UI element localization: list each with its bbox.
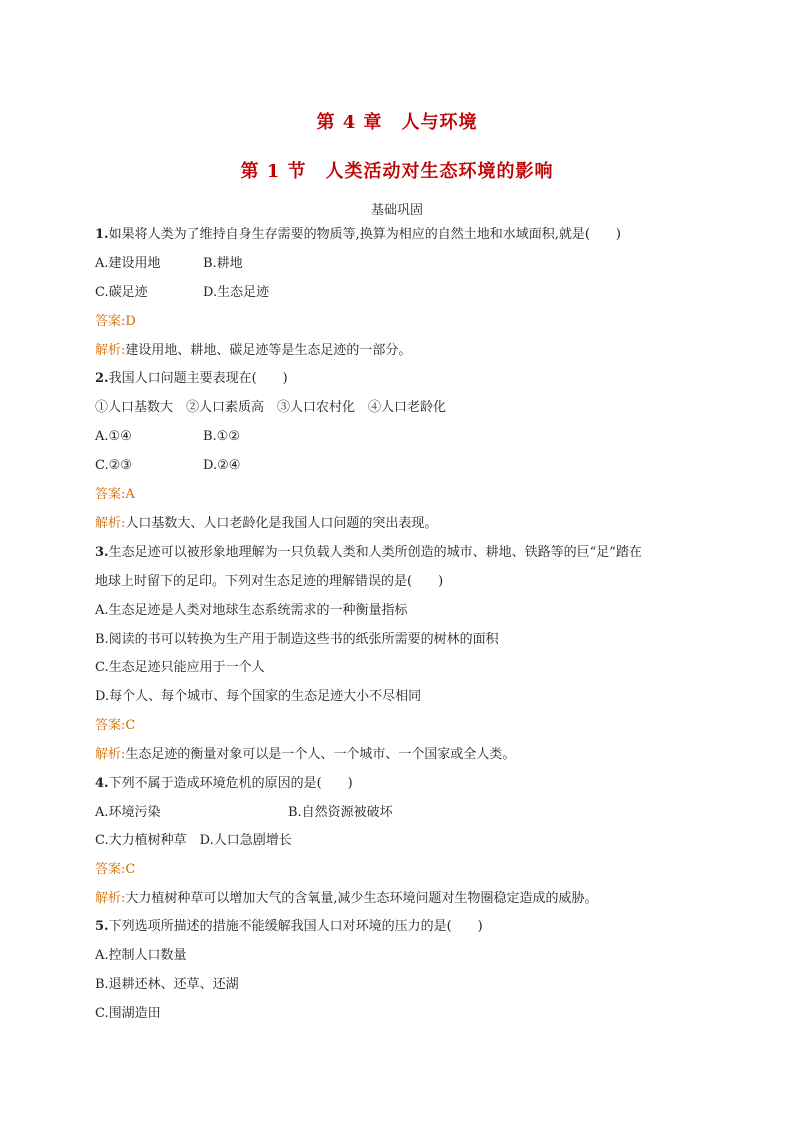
q4-options-cd: C.大力植树种草 D.人口急剧增长 [95, 833, 292, 848]
q1-option-d: D.生态足迹 [203, 285, 270, 300]
q4-answer [95, 861, 135, 879]
answer-label: 答案: [95, 718, 126, 733]
answer-label: 答案: [95, 487, 126, 502]
answer-label: 答案: [95, 314, 126, 329]
q4-explanation [95, 890, 598, 908]
q4-option-b: B.自然资源被破坏 [288, 805, 393, 820]
q3-answer [95, 717, 135, 735]
q1-option-a: A.建设用地 [95, 256, 161, 271]
explanation-label: 解析: [95, 516, 126, 531]
q1-stem [95, 226, 621, 244]
q4-number: 4. [95, 776, 109, 791]
q1-options-ab [95, 255, 243, 273]
explanation-label: 解析: [95, 891, 126, 906]
q2-number: 2. [95, 371, 109, 386]
q3-stem-line1 [95, 544, 642, 562]
q2-answer-value: A [125, 487, 135, 502]
q3-explanation-text: 生态足迹的衡量对象可以是一个人、一个城市、一个国家或全人类。 [125, 747, 516, 762]
q2-option-c: C.②③ [95, 458, 132, 473]
q1-option-c: C.碳足迹 [95, 285, 148, 300]
q2-options-ab [95, 428, 240, 446]
q3-number: 3. [95, 545, 109, 560]
q5-option-c: C.围湖造田 [95, 1006, 161, 1021]
q4-answer-value: C [125, 862, 136, 877]
q4-option-a: A.环境污染 [95, 805, 161, 820]
answer-label: 答案: [95, 862, 126, 877]
q3-answer-value: C [125, 718, 136, 733]
q2-answer [95, 486, 135, 504]
q1-number: 1. [95, 227, 109, 242]
q3-stem-line2: 地球上时留下的足印。下列对生态足迹的理解错误的是( ) [95, 574, 444, 589]
q1-explanation-text: 建设用地、耕地、碳足迹等是生态足迹的一部分。 [125, 343, 412, 358]
q3-option-c: C.生态足迹只能应用于一个人 [95, 660, 265, 675]
q2-items: ①人口基数大 ②人口素质高 ③人口农村化 ④人口老龄化 [95, 400, 447, 415]
q4-stem [95, 775, 353, 793]
section-title: 第 1 节 人类活动对生态环境的影响 [240, 161, 554, 182]
q2-stem-text: 我国人口问题主要表现在( ) [108, 371, 288, 386]
q1-answer-value: D [125, 314, 136, 329]
chapter-title: 第 4 章 人与环境 [316, 112, 478, 133]
q5-number: 5. [95, 919, 109, 934]
q4-stem-text: 下列不属于造成环境危机的原因的是( ) [108, 776, 353, 791]
q2-explanation [95, 515, 437, 533]
q5-option-a: A.控制人口数量 [95, 948, 187, 963]
q2-option-d: D.②④ [203, 458, 241, 473]
q3-explanation [95, 746, 515, 764]
q5-stem-text: 下列选项所描述的措施不能缓解我国人口对环境的压力的是( ) [108, 919, 483, 934]
q2-options-cd [95, 457, 241, 475]
q2-option-b: B.①② [203, 429, 240, 444]
q3-option-d: D.每个人、每个城市、每个国家的生态足迹大小不尽相同 [95, 689, 422, 704]
subheading: 基础巩固 [370, 203, 423, 218]
explanation-label: 解析: [95, 343, 126, 358]
q2-stem [95, 370, 288, 388]
q1-options-cd [95, 284, 270, 302]
q1-answer [95, 313, 136, 331]
q3-option-b: B.阅读的书可以转换为生产用于制造这些书的纸张所需要的树林的面积 [95, 632, 499, 647]
q3-option-a: A.生态足迹是人类对地球生态系统需求的一种衡量指标 [95, 603, 408, 618]
q4-explanation-text: 大力植树种草可以增加大气的含氧量,减少生态环境问题对生物圈稳定造成的威胁。 [125, 891, 598, 906]
q1-explanation [95, 342, 411, 360]
q1-stem-text: 如果将人类为了维持自身生存需要的物质等,换算为相应的自然土地和水域面积,就是( ) [108, 227, 621, 242]
q2-option-a: A.①④ [95, 429, 132, 444]
q1-option-b: B.耕地 [203, 256, 243, 271]
q5-option-b: B.退耕还林、还草、还湖 [95, 977, 239, 992]
q3-stem-text-1: 生态足迹可以被形象地理解为一只负载人类和人类所创造的城市、耕地、铁路等的巨“足”踏在 [108, 545, 642, 560]
q4-options-ab [95, 804, 393, 822]
q2-explanation-text: 人口基数大、人口老龄化是我国人口问题的突出表现。 [125, 516, 438, 531]
q5-stem [95, 918, 483, 936]
explanation-label: 解析: [95, 747, 126, 762]
